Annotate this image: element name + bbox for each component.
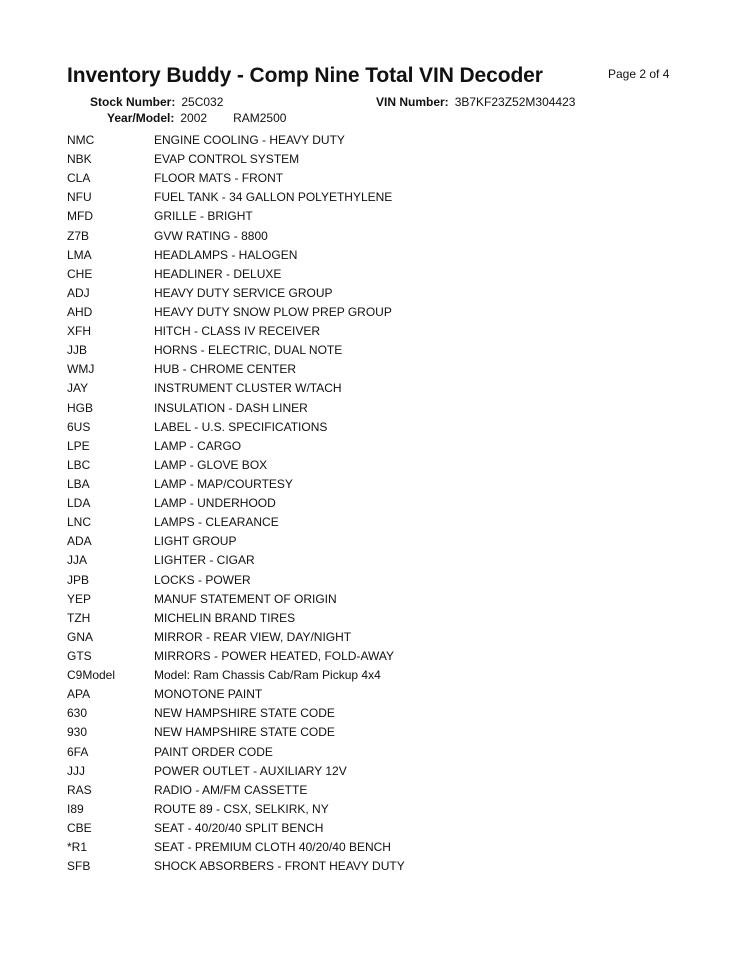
option-code: YEP bbox=[67, 591, 92, 606]
option-code: CHE bbox=[67, 266, 93, 281]
option-description: SEAT - 40/20/40 SPLIT BENCH bbox=[154, 820, 324, 835]
option-code: GTS bbox=[67, 648, 92, 663]
option-description: GVW RATING - 8800 bbox=[154, 228, 268, 243]
option-code: 6FA bbox=[67, 744, 89, 759]
option-code: CBE bbox=[67, 820, 92, 835]
option-code: JPB bbox=[67, 572, 90, 587]
option-description: LAMP - GLOVE BOX bbox=[154, 457, 268, 472]
option-code: TZH bbox=[67, 610, 91, 625]
option-description: HEAVY DUTY SNOW PLOW PREP GROUP bbox=[154, 304, 392, 319]
option-code: HGB bbox=[67, 400, 94, 415]
option-description: SHOCK ABSORBERS - FRONT HEAVY DUTY bbox=[154, 859, 405, 874]
option-description: LAMP - CARGO bbox=[154, 438, 242, 453]
option-description: FUEL TANK - 34 GALLON POLYETHYLENE bbox=[154, 190, 393, 205]
stock-number-value: 25C032 bbox=[181, 95, 224, 109]
option-description: INSULATION - DASH LINER bbox=[154, 400, 308, 415]
option-code: JJA bbox=[67, 553, 88, 568]
option-code: I89 bbox=[67, 801, 84, 816]
option-code: NBK bbox=[67, 152, 92, 167]
option-description: POWER OUTLET - AUXILIARY 12V bbox=[154, 763, 347, 778]
option-description: LOCKS - POWER bbox=[154, 572, 251, 587]
option-description: MANUF STATEMENT OF ORIGIN bbox=[154, 591, 337, 606]
option-description: MIRROR - REAR VIEW, DAY/NIGHT bbox=[154, 629, 352, 644]
option-code: MFD bbox=[67, 209, 93, 224]
page-number: Page 2 of 4 bbox=[608, 67, 670, 81]
option-code: C9Model bbox=[67, 668, 116, 683]
option-code: CLA bbox=[67, 171, 91, 186]
option-code: Z7B bbox=[67, 228, 90, 243]
option-code: GNA bbox=[67, 629, 94, 644]
year-model-row bbox=[107, 111, 286, 125]
option-description: LABEL - U.S. SPECIFICATIONS bbox=[154, 419, 328, 434]
option-description: LAMP - MAP/COURTESY bbox=[154, 476, 293, 491]
vin-number-value: 3B7KF23Z52M304423 bbox=[454, 95, 576, 109]
option-description: INSTRUMENT CLUSTER W/TACH bbox=[154, 381, 342, 396]
option-description: LIGHTER - CIGAR bbox=[154, 553, 255, 568]
option-description: PAINT ORDER CODE bbox=[154, 744, 273, 759]
option-code: XFH bbox=[67, 324, 91, 339]
option-description: HEADLAMPS - HALOGEN bbox=[154, 247, 298, 262]
vin-number-label: VIN Number: bbox=[376, 95, 449, 109]
option-description: FLOOR MATS - FRONT bbox=[154, 171, 284, 186]
option-code: SFB bbox=[67, 859, 91, 874]
option-code: LBA bbox=[67, 476, 90, 491]
option-code: AHD bbox=[67, 304, 93, 319]
option-code: APA bbox=[67, 687, 91, 702]
year-value: 2002 bbox=[180, 111, 208, 125]
option-code: ADJ bbox=[67, 285, 90, 300]
option-description: LIGHT GROUP bbox=[154, 534, 237, 549]
option-code: WMJ bbox=[67, 362, 95, 377]
option-code: NMC bbox=[67, 133, 95, 147]
option-description: NEW HAMPSHIRE STATE CODE bbox=[154, 725, 335, 740]
option-description: MICHELIN BRAND TIRES bbox=[154, 610, 296, 625]
option-description: SEAT - PREMIUM CLOTH 40/20/40 BENCH bbox=[154, 840, 391, 855]
option-code: 6US bbox=[67, 419, 91, 434]
option-code: LNC bbox=[67, 515, 92, 530]
option-code: ADA bbox=[67, 534, 92, 549]
vin-number-row bbox=[376, 95, 575, 109]
option-description: ENGINE COOLING - HEAVY DUTY bbox=[154, 133, 345, 147]
option-description: LAMPS - CLEARANCE bbox=[154, 515, 279, 530]
option-code: NFU bbox=[67, 190, 92, 205]
option-description: Model: Ram Chassis Cab/Ram Pickup 4x4 bbox=[154, 668, 381, 683]
option-description: RADIO - AM/FM CASSETTE bbox=[154, 782, 308, 797]
option-description: GRILLE - BRIGHT bbox=[154, 209, 253, 224]
option-code: 930 bbox=[67, 725, 88, 740]
year-model-label: Year/Model: bbox=[107, 111, 175, 125]
option-code: LBC bbox=[67, 457, 91, 472]
option-code: 630 bbox=[67, 706, 88, 721]
option-description: NEW HAMPSHIRE STATE CODE bbox=[154, 706, 335, 721]
option-description: ROUTE 89 - CSX, SELKIRK, NY bbox=[154, 801, 329, 816]
option-description: LAMP - UNDERHOOD bbox=[154, 496, 276, 511]
report-title: Inventory Buddy - Comp Nine Total VIN Decoder bbox=[67, 64, 543, 87]
option-code: LPE bbox=[67, 438, 90, 453]
option-description: HITCH - CLASS IV RECEIVER bbox=[154, 324, 321, 339]
option-code: JJJ bbox=[67, 763, 85, 778]
stock-number-label: Stock Number: bbox=[90, 95, 176, 109]
option-description: MIRRORS - POWER HEATED, FOLD-AWAY bbox=[154, 648, 395, 663]
option-description: HEAVY DUTY SERVICE GROUP bbox=[154, 285, 333, 300]
option-description: HUB - CHROME CENTER bbox=[154, 362, 297, 377]
option-description: MONOTONE PAINT bbox=[154, 687, 263, 702]
stock-number-row bbox=[90, 95, 223, 109]
option-code: LDA bbox=[67, 496, 91, 511]
option-code: *R1 bbox=[67, 840, 88, 855]
option-description: EVAP CONTROL SYSTEM bbox=[154, 152, 300, 167]
option-code: RAS bbox=[67, 782, 92, 797]
option-code: JAY bbox=[67, 381, 89, 396]
option-code: JJB bbox=[67, 343, 88, 358]
option-code: LMA bbox=[67, 247, 92, 262]
option-description: HEADLINER - DELUXE bbox=[154, 266, 282, 281]
model-value: RAM2500 bbox=[233, 111, 287, 125]
option-description: HORNS - ELECTRIC, DUAL NOTE bbox=[154, 343, 343, 358]
